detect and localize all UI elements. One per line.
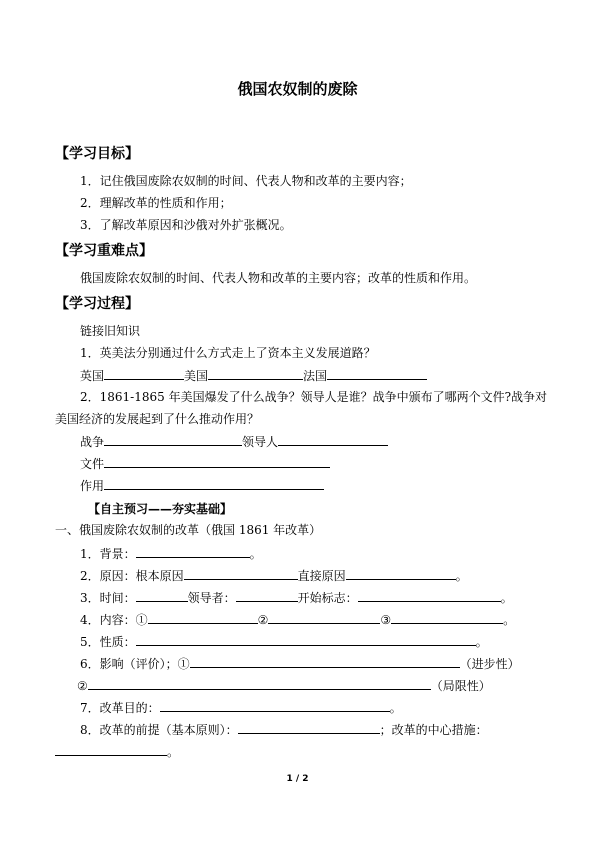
center-row [55,743,179,760]
blank-usa[interactable] [208,367,303,380]
period: 。 [503,613,516,627]
blank-center[interactable] [55,743,167,756]
review-question-2-line-1: 2．1861-1865 年美国爆发了什么战争？领导人是谁？战争中颁布了哪两个文件?战争对 [80,390,548,404]
label-france: 法国 [303,369,328,383]
blank-war[interactable] [104,433,242,446]
label-nature: 5．性质： [80,635,136,649]
label-center: ；改革的中心措施： [379,723,488,737]
period: 。 [455,569,468,583]
documents-row [80,455,330,472]
label-effect: 作用 [80,479,105,493]
label-direct-cause: 直接原因 [297,569,346,583]
blank-leader[interactable] [278,433,388,446]
blank-documents[interactable] [104,455,330,468]
cause-row [80,567,468,584]
blank-premise[interactable] [238,721,380,734]
label-background: 1．背景： [80,547,136,561]
review-heading: 链接旧知识 [80,324,141,338]
page-title: 俄国农奴制的废除 [237,80,358,98]
page-number: 1 / 2 [286,774,309,784]
period: 。 [167,745,180,759]
blank-nature[interactable] [136,633,476,646]
war-leader-row [80,433,388,450]
blank-content-1[interactable] [148,611,258,624]
nature-row [80,633,488,650]
preview-part-1: 一、俄国废除农奴制的改革（俄国 1861 年改革） [55,523,322,537]
section-process: 【学习过程】 [55,296,139,312]
blank-time[interactable] [136,589,188,602]
label-limitation: （局限性） [430,679,491,693]
label-purpose: 7．改革目的： [80,701,160,715]
blank-influence-1[interactable] [190,655,460,668]
period: 。 [249,547,262,561]
mark-two: ② [77,679,88,693]
blank-background[interactable] [136,545,250,558]
period: 。 [389,701,402,715]
goal-item-2: 2．理解改革的性质和作用； [80,196,232,210]
blank-england[interactable] [104,367,184,380]
blank-purpose[interactable] [160,699,390,712]
label-usa: 美国 [184,369,209,383]
period: 。 [500,591,513,605]
label-progressive: （进步性） [459,657,520,671]
blank-france[interactable] [327,367,427,380]
section-key-points: 【学习重难点】 [55,243,153,259]
label-premise: 8．改革的前提（基本原则）： [80,723,238,737]
label-leader-2: 领导者： [187,591,236,605]
label-influence: 6．影响（评价）；① [80,657,190,671]
time-row [80,589,513,606]
premise-row [80,721,488,738]
label-root-cause: 2．原因：根本原因 [80,569,184,583]
goal-item-1: 1．记住俄国废除农奴制的时间、代表人物和改革的主要内容； [80,174,412,188]
limitation-row [77,677,491,694]
purpose-row [80,699,402,716]
effect-row [80,477,324,494]
key-points-text: 俄国废除农奴制的时间、代表人物和改革的主要内容；改革的性质和作用。 [80,271,477,285]
label-time: 3．时间： [80,591,136,605]
label-england: 英国 [80,369,105,383]
label-content: 4．内容：① [80,613,148,627]
blank-influence-2[interactable] [88,677,431,690]
period: 。 [475,635,488,649]
blank-content-3[interactable] [391,611,503,624]
label-documents: 文件 [80,457,105,471]
section-goals: 【学习目标】 [55,146,139,162]
background-row [80,545,262,562]
blank-direct-cause[interactable] [346,567,456,580]
review-question-1: 1．英美法分别通过什么方式走上了资本主义发展道路？ [80,346,376,360]
blank-content-2[interactable] [268,611,380,624]
blank-leader-2[interactable] [236,589,298,602]
blank-root-cause[interactable] [184,567,298,580]
label-war: 战争 [80,435,105,449]
mark-2: ② [257,613,269,627]
blank-effect[interactable] [104,477,324,490]
review-question-2-line-2: 美国经济的发展起到了什么推动作用？ [55,412,260,426]
mark-3: ③ [380,613,392,627]
q1-answer-row [80,367,427,384]
label-start: 开始标志： [297,591,358,605]
content-row [80,611,515,628]
preview-heading: 【自主预习——夯实基础】 [88,502,233,516]
influence-row [80,655,520,672]
label-leader: 领导人 [242,435,279,449]
blank-start[interactable] [358,589,501,602]
goal-item-3: 3．了解改革原因和沙俄对外扩张概况。 [80,218,292,232]
